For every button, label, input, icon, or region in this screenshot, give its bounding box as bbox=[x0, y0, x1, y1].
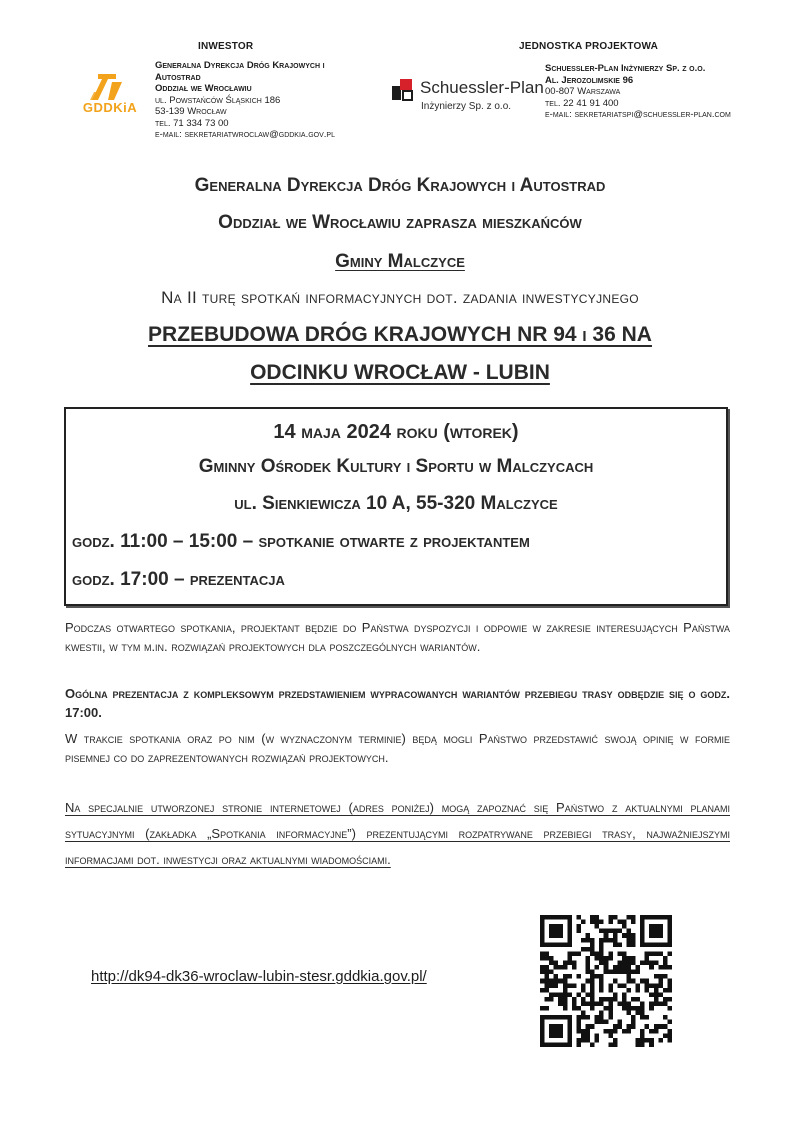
investor-label: INWESTOR bbox=[198, 41, 254, 52]
event-venue: Gminny Ośrodek Kultury i Sportu w Malczycach bbox=[198, 456, 594, 477]
gddkia-logo-text: GDDKiA bbox=[82, 100, 138, 115]
schuessler-plan-logo-icon bbox=[390, 76, 416, 102]
investor-name-line2: Autostrad bbox=[155, 71, 201, 83]
title-line-authority: Generalna Dyrekcja Dróg Krajowych i Autostrad bbox=[194, 175, 606, 196]
event-time-open-meeting: godz. 11:00 – 15:00 – spotkanie otwarte z projektantem bbox=[72, 531, 530, 552]
title-line-meeting-round: Na II turę spotkań informacyjnych dot. zadania inwestycyjnego bbox=[161, 288, 639, 307]
investor-phone: tel. 71 334 73 00 bbox=[155, 117, 229, 129]
investor-email: e-mail: sekretariatwroclaw@gddkia.gov.pl bbox=[155, 129, 335, 140]
designer-label: JEDNOSTKA PROJEKTOWA bbox=[519, 41, 659, 52]
investor-street: ul. Powstańców Śląskich 186 bbox=[155, 94, 281, 106]
title-line-invitation: Oddział we Wrocławiu zaprasza mieszkańców bbox=[218, 212, 582, 233]
investor-address bbox=[155, 60, 385, 141]
event-date: 14 maja 2024 roku (wtorek) bbox=[273, 421, 519, 443]
paragraph-opinions: W trakcie spotkania oraz po nim (w wyznaczonym terminie) będą mogli Państwo przedstawić swoją opinię w formie pisemnej co do zaprezentowanych rozwiązań projektowych. bbox=[65, 731, 730, 765]
event-details-box bbox=[64, 407, 728, 606]
event-address: ul. Sienkiewicza 10 A, 55-320 Malczyce bbox=[234, 493, 558, 514]
paragraph-website: Na specjalnie utworzonej stronie internetowej (adres poniżej) mogą zapoznać się Państwo z aktualnymi planami sytuacyjnymi (zakładka „Spotkania informacyjne”) prezentującymi rozpatrywane przebiegi trasy, najważniejszymi informacjami dot. inwestycji oraz aktualnymi wiadomościami. bbox=[65, 800, 730, 867]
title-line-municipality: Gminy Malczyce bbox=[335, 251, 465, 272]
schuessler-plan-logo-name: Schuessler-Plan bbox=[420, 78, 544, 97]
schuessler-plan-logo-sub: Inżynierzy Sp. z o.o. bbox=[421, 101, 512, 112]
project-website-link[interactable]: http://dk94-dk36-wroclaw-lubin-stesr.gddkia.gov.pl/ bbox=[91, 968, 427, 985]
investor-name-line1: Generalna Dyrekcja Dróg Krajowych i bbox=[155, 60, 325, 71]
paragraph-open-meeting: Podczas otwartego spotkania, projektant będzie do Państwa dyspozycji i odpowie w zakresie interesujących Państwa kwestii, w tym m.in. rozwiązań projektowych dla poszczególnych wariantów. bbox=[65, 620, 730, 654]
title-line-project-1: PRZEBUDOWA DRÓG KRAJOWYCH NR 94 i 36 NA bbox=[148, 323, 652, 346]
designer-street: Al. Jerozolimskie 96 bbox=[545, 74, 634, 86]
designer-name: Schuessler-Plan Inżynierzy Sp. z o.o. bbox=[545, 63, 706, 74]
title-line-project-2: ODCINKU WROCŁAW - LUBIN bbox=[250, 361, 550, 384]
event-time-presentation: godz. 17:00 – prezentacja bbox=[72, 569, 285, 590]
designer-phone: tel. 22 41 91 400 bbox=[545, 97, 619, 109]
designer-postal: 00-807 Warszawa bbox=[545, 86, 621, 97]
investor-branch: Oddział we Wrocławiu bbox=[155, 83, 252, 94]
paragraph-presentation: Ogólna prezentacja z kompleksowym przedstawieniem wypracowanych wariantów przebiegu trasy odbędzie się o godz. 17:00. bbox=[65, 686, 730, 720]
designer-email: e-mail: sekretariatspi@schuessler-plan.com bbox=[545, 109, 731, 120]
designer-address bbox=[545, 63, 785, 121]
qr-code-icon bbox=[540, 915, 672, 1047]
investor-postal: 53-139 Wrocław bbox=[155, 106, 227, 117]
